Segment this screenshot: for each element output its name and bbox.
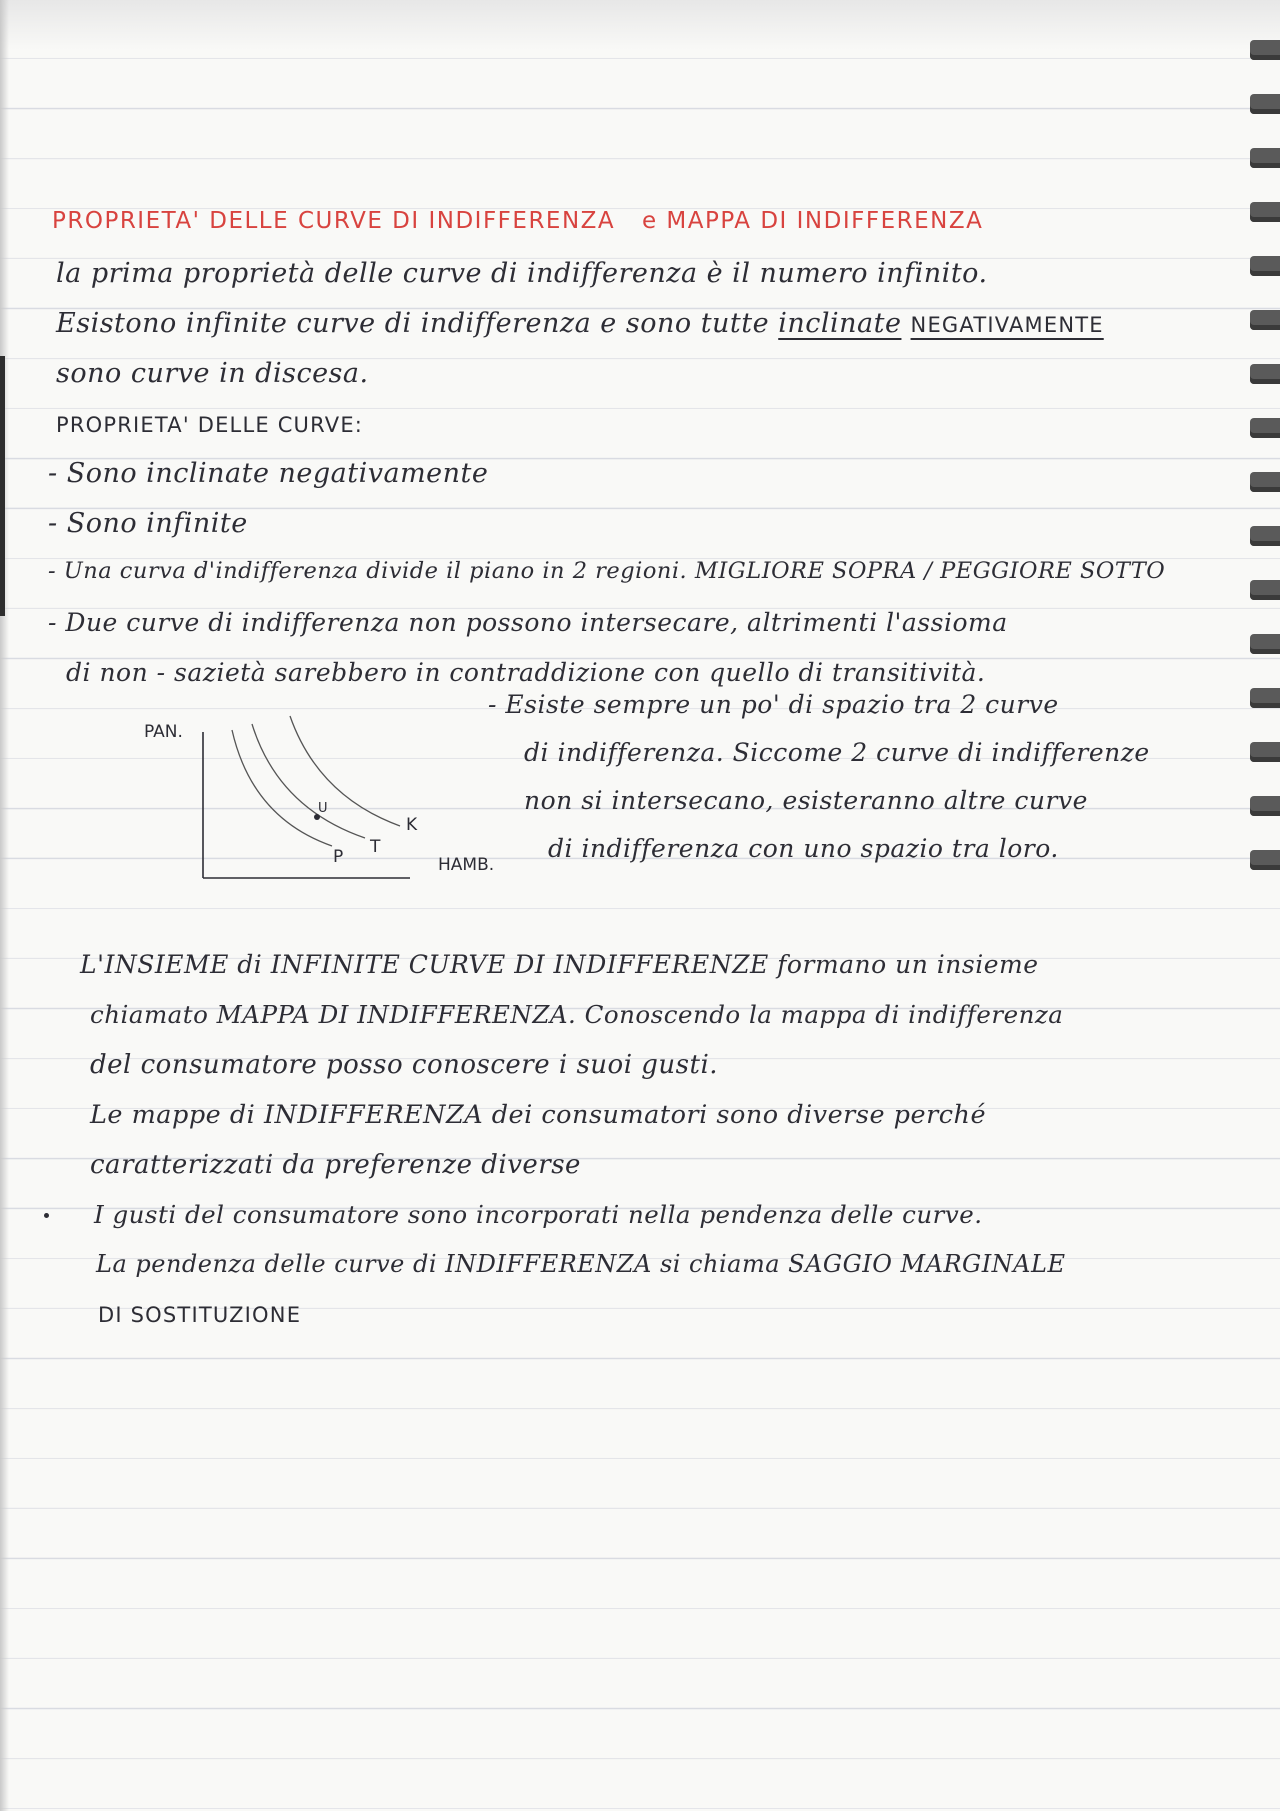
spiral-ring [1250, 688, 1280, 708]
page-title [52, 208, 983, 234]
space-note-line: - Esiste sempre un po' di spazio tra 2 curve [488, 690, 1059, 719]
map-line: chiamato MAPPA DI INDIFFERENZA. Conoscendo la mappa di indifferenza [90, 1000, 1064, 1029]
binding-edge-mark [0, 356, 5, 616]
spiral-ring [1250, 202, 1280, 222]
curve-label-p: P [333, 847, 344, 867]
spiral-ring [1250, 472, 1280, 492]
spiral-ring [1250, 634, 1280, 654]
space-note-line: non si intersecano, esisteranno altre curve [524, 786, 1088, 815]
property-item: - Due curve di indifferenza non possono intersecare, altrimenti l'assioma [48, 608, 1008, 637]
indifference-curve-t [252, 724, 365, 838]
spiral-ring [1250, 742, 1280, 762]
space-note-line: di indifferenza. Siccome 2 curve di indifferenze [524, 738, 1150, 767]
map-line: La pendenza delle curve di INDIFFERENZA si chiama SAGGIO MARGINALE [96, 1250, 1066, 1278]
spiral-ring [1250, 40, 1280, 60]
property-item: - Sono infinite [48, 508, 248, 539]
point-label: U [318, 801, 328, 816]
spiral-ring [1250, 418, 1280, 438]
curve-label-k: K [406, 815, 418, 835]
intro-line-1: la prima proprietà delle curve di indifferenza è il numero infinito. [56, 258, 988, 289]
top-shadow [0, 0, 1280, 50]
spiral-ring [1250, 580, 1280, 600]
spiral-ring [1250, 850, 1280, 870]
map-line: I gusti del consumatore sono incorporati nella pendenza delle curve. [94, 1200, 983, 1229]
intro-line-3: sono curve in discesa. [56, 358, 369, 389]
indifference-curves-diagram [140, 700, 520, 885]
spiral-ring [1250, 256, 1280, 276]
spiral-ring [1250, 796, 1280, 816]
map-line: del consumatore posso conoscere i suoi gusti. [90, 1050, 719, 1080]
spiral-ring [1250, 364, 1280, 384]
margin-dot [44, 1213, 49, 1218]
title-part-2: e MAPPA DI INDIFFERENZA [641, 208, 984, 234]
spiral-ring [1250, 310, 1280, 330]
property-item: - Una curva d'indifferenza divide il piano in 2 regioni. MIGLIORE SOPRA / PEGGIORE SOTTO [48, 558, 1166, 584]
intro-line-2a: Esistono infinite curve di indifferenza e sono tutte [56, 308, 770, 339]
y-axis-label: PAN. [144, 722, 183, 742]
spiral-binding [1244, 40, 1280, 900]
intro-negativamente: NEGATIVAMENTE [910, 313, 1104, 337]
properties-heading: PROPRIETA' DELLE CURVE: [56, 413, 364, 437]
intro-inclinate: inclinate [778, 308, 902, 339]
property-item: di non - sazietà sarebbero in contraddizione con quello di transitività. [66, 658, 986, 687]
indifference-curve-p [232, 730, 332, 846]
space-note-line: di indifferenza con uno spazio tra loro. [548, 834, 1059, 863]
intro-line-2 [56, 308, 1104, 339]
spiral-ring [1250, 526, 1280, 546]
map-line: DI SOSTITUZIONE [98, 1303, 302, 1327]
property-item: - Sono inclinate negativamente [48, 458, 489, 489]
title-part-1: PROPRIETA' DELLE CURVE DI INDIFFERENZA [52, 208, 616, 234]
left-edge-shadow [0, 0, 9, 1811]
curve-label-t: T [370, 837, 381, 857]
map-line: Le mappe di INDIFFERENZA dei consumatori sono diverse perché [90, 1100, 987, 1130]
map-line: L'INSIEME di INFINITE CURVE DI INDIFFERENZE formano un insieme [80, 950, 1039, 979]
x-axis-label: HAMB. [438, 855, 495, 875]
spiral-ring [1250, 94, 1280, 114]
spiral-ring [1250, 148, 1280, 168]
indifference-curve-k [290, 716, 400, 826]
map-line: caratterizzati da preferenze diverse [90, 1150, 581, 1180]
